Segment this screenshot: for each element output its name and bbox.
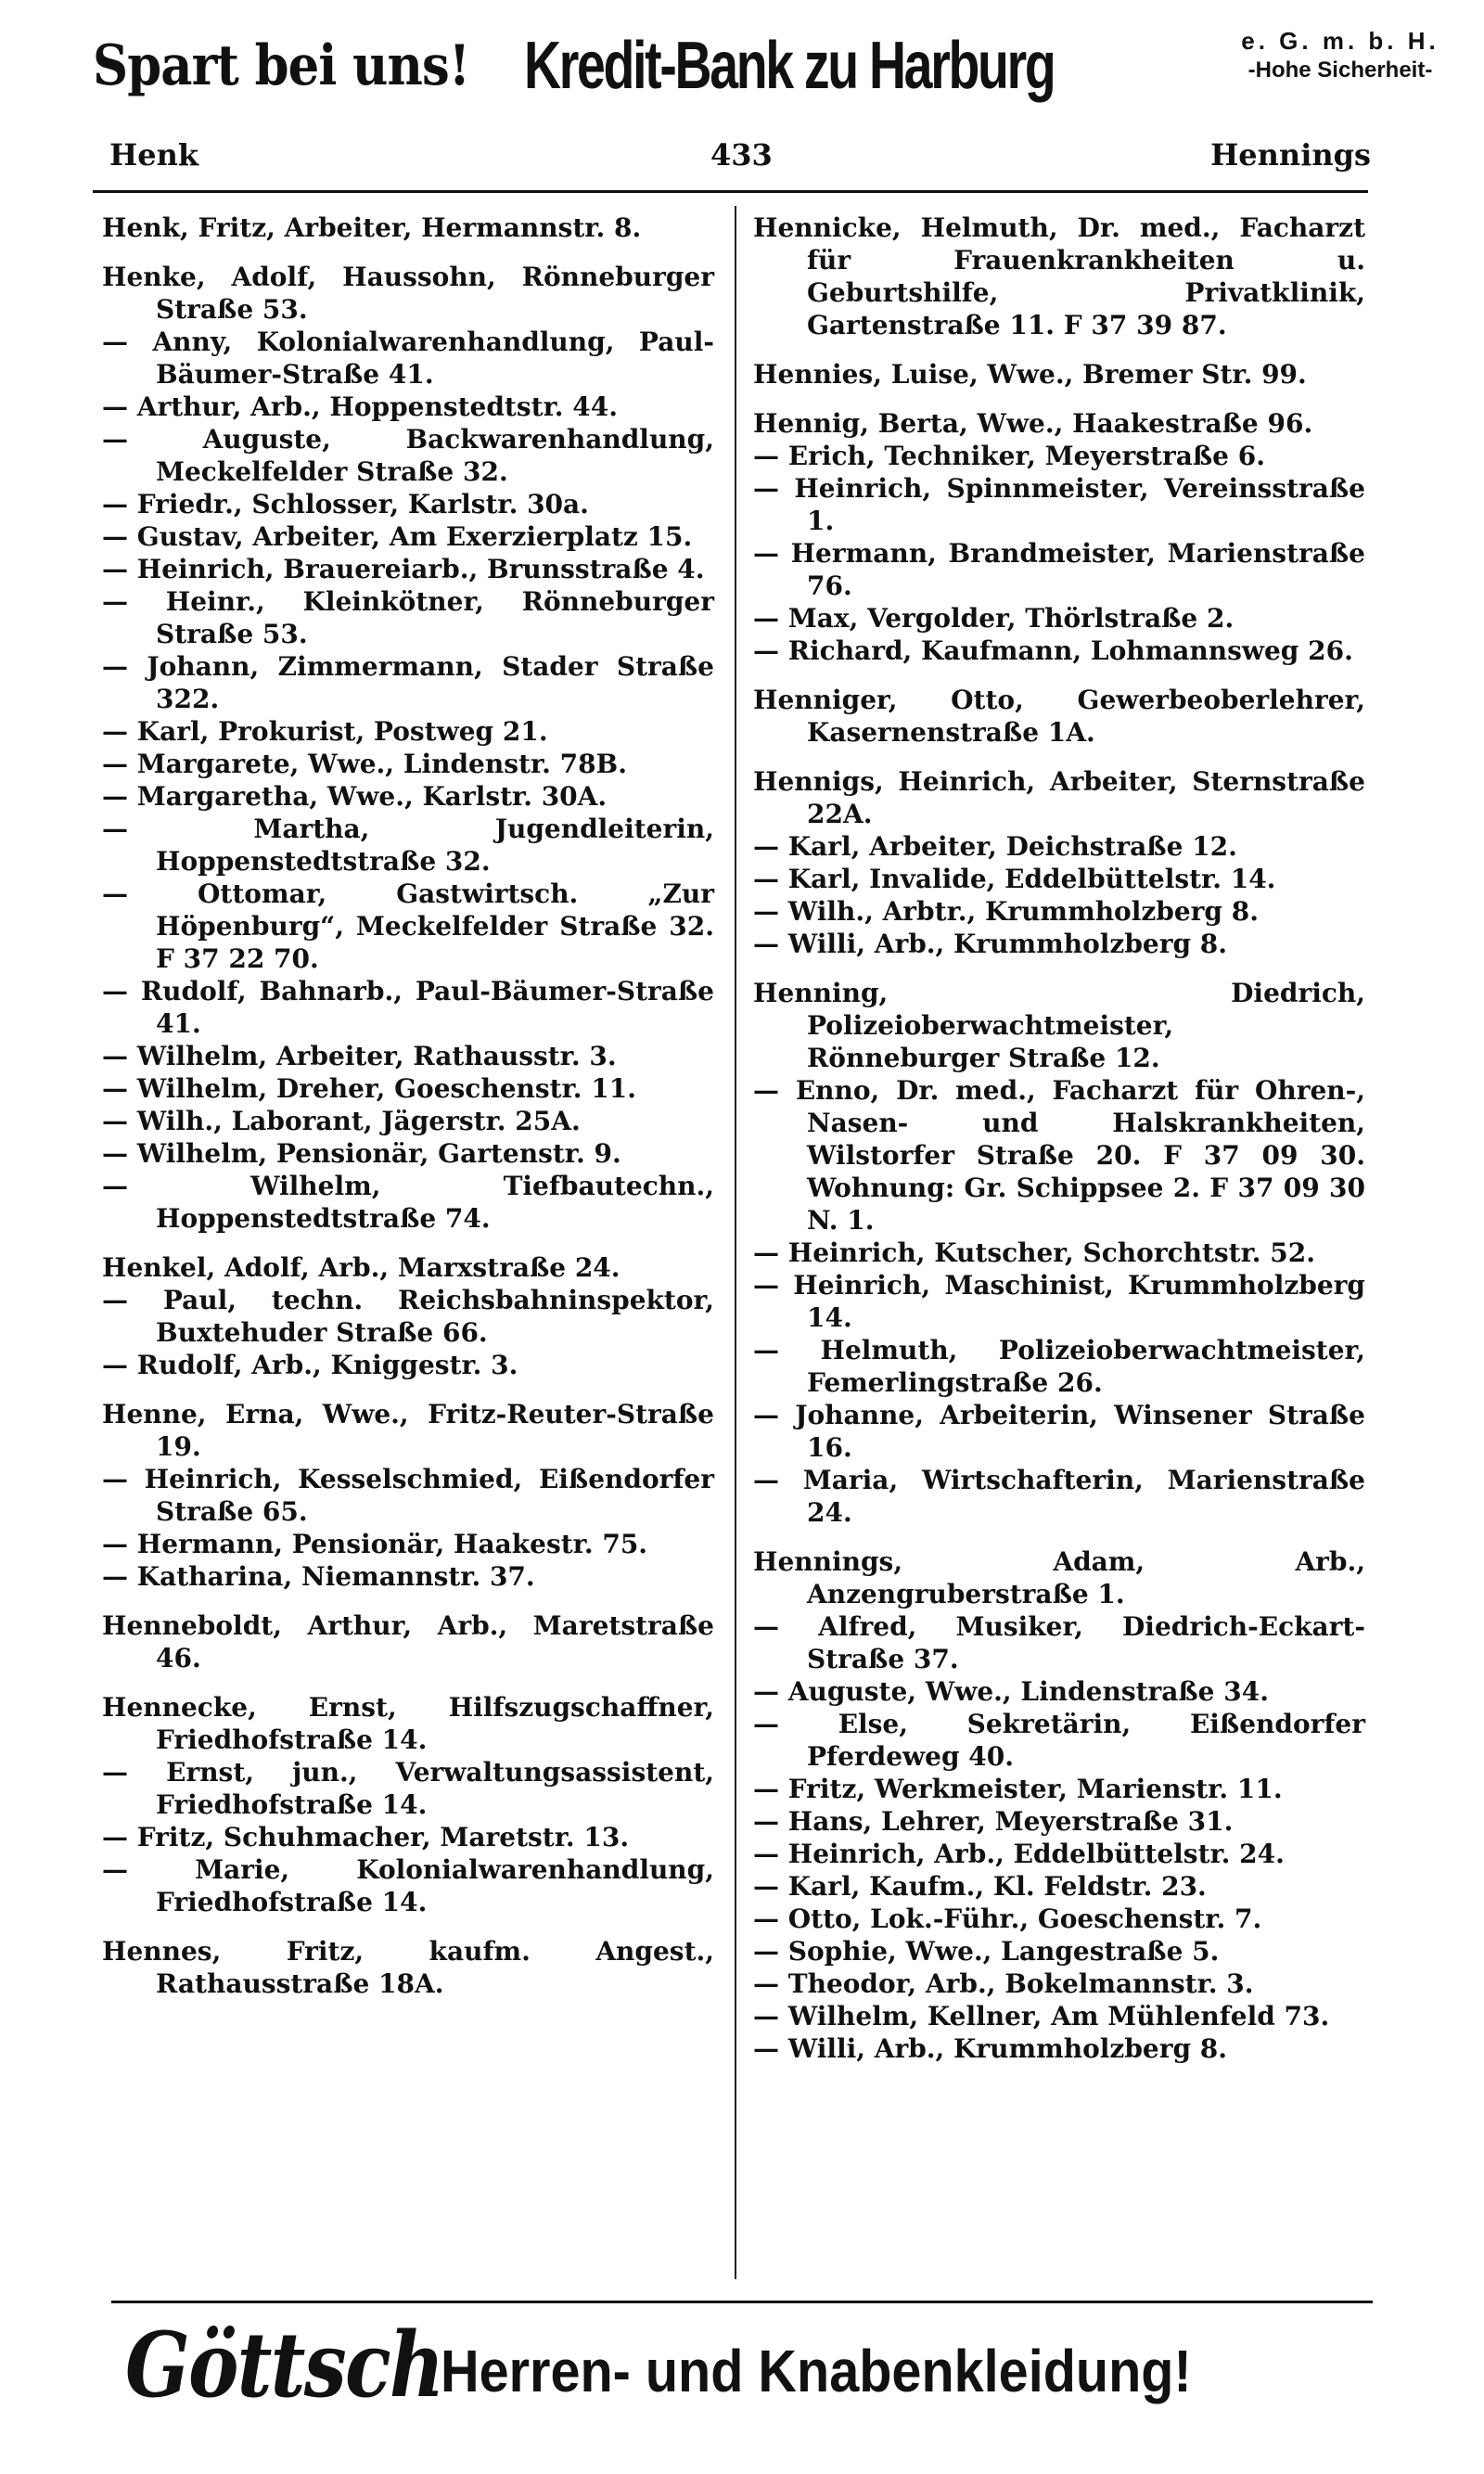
bottom-advertisement	[111, 2301, 1373, 2424]
directory-entry: — Wilh., Arbtr., Krummholzberg 8.	[753, 896, 1259, 927]
directory-entry: — Hermann, Pensionär, Haakestr. 75.	[102, 1529, 648, 1559]
directory-entry: — Willi, Arb., Krummholzberg 8.	[753, 929, 1228, 959]
directory-entry: Hennicke, Helmuth, Dr. med., Facharzt für Frauenkrankheiten u. Geburtshilfe, Privatklinik, Gartenstraße 11. F 37 39 87.	[753, 212, 1365, 340]
directory-entry: — Ottomar, Gastwirtsch. „Zur Höpenburg“, Meckelfelder Straße 32. F 37 22 70.	[102, 878, 714, 974]
directory-entry: — Karl, Invalide, Eddelbüttelstr. 14.	[753, 864, 1276, 894]
directory-entry: Henning, Diedrich, Polizeioberwachtmeister, Rönneburger Straße 12.	[753, 978, 1365, 1073]
directory-entry: — Margarete, Wwe., Lindenstr. 78B.	[102, 749, 627, 779]
page-number: 433	[710, 137, 773, 173]
directory-entry: — Theodor, Arb., Bokelmannstr. 3.	[753, 1968, 1254, 1999]
directory-entry: — Marie, Kolonialwarenhandlung, Friedhofstraße 14.	[102, 1854, 714, 1917]
directory-entry: Henniger, Otto, Gewerbeoberlehrer, Kasernenstraße 1A.	[753, 685, 1365, 748]
directory-entry: — Rudolf, Arb., Kniggestr. 3.	[102, 1350, 518, 1380]
directory-entry: Hennes, Fritz, kaufm. Angest., Rathausstraße 18A.	[102, 1936, 714, 1999]
directory-entry: — Erich, Techniker, Meyerstraße 6.	[753, 441, 1265, 471]
directory-entry: — Helmuth, Polizeioberwachtmeister, Femerlingstraße 26.	[753, 1335, 1365, 1398]
ad-bank-name: Kredit-Bank zu Harburg	[524, 29, 1055, 103]
directory-entry: Hennecke, Ernst, Hilfszugschaffner, Friedhofstraße 14.	[102, 1692, 714, 1755]
directory-entry: Henne, Erna, Wwe., Fritz-Reuter-Straße 19.	[102, 1399, 714, 1462]
ad-tagline: -Hohe Sicherheit-	[1247, 57, 1433, 83]
directory-entry: — Otto, Lok.-Führ., Goeschenstr. 7.	[753, 1904, 1262, 1934]
directory-entry: Henkel, Adolf, Arb., Marxstraße 24.	[102, 1252, 620, 1283]
directory-entry: — Heinrich, Maschinist, Krummholzberg 14.	[753, 1270, 1365, 1333]
directory-entry: — Karl, Prokurist, Postweg 21.	[102, 716, 548, 747]
directory-entry: — Johann, Zimmermann, Stader Straße 322.	[102, 651, 714, 714]
directory-entry: Henke, Adolf, Haussohn, Rönneburger Straße 53.	[102, 262, 714, 325]
directory-entry: — Max, Vergolder, Thörlstraße 2.	[753, 603, 1235, 634]
directory-entry: — Johanne, Arbeiterin, Winsener Straße 16.	[753, 1400, 1365, 1463]
ad-brand-logo: Göttsch	[125, 2313, 443, 2417]
directory-entry: — Auguste, Backwarenhandlung, Meckelfelder Straße 32.	[102, 424, 714, 487]
directory-entry: — Sophie, Wwe., Langestraße 5.	[753, 1936, 1220, 1967]
directory-entry: — Hermann, Brandmeister, Marienstraße 76.	[753, 538, 1365, 601]
page-header	[109, 137, 1371, 184]
directory-entry: — Maria, Wirtschafterin, Marienstraße 24.	[753, 1465, 1365, 1528]
directory-entry: — Heinrich, Arb., Eddelbüttelstr. 24.	[753, 1839, 1285, 1869]
directory-entry: — Arthur, Arb., Hoppenstedtstr. 44.	[102, 391, 618, 422]
directory-entry: — Hans, Lehrer, Meyerstraße 31.	[753, 1806, 1234, 1837]
directory-entry: — Enno, Dr. med., Facharzt für Ohren-, Nasen- und Halskrankheiten, Wilstorfer Straße 20. F 37 09 30. Wohnung: Gr. Schippsee 2. F 37 09 30 N. 1.	[753, 1075, 1365, 1236]
directory-entry: — Richard, Kaufmann, Lohmannsweg 26.	[753, 635, 1353, 666]
directory-entry: — Wilhelm, Tiefbautechn., Hoppenstedtstraße 74.	[102, 1171, 714, 1234]
directory-entry: — Wilhelm, Arbeiter, Rathausstr. 3.	[102, 1041, 617, 1071]
directory-entry: — Ernst, jun., Verwaltungsassistent, Friedhofstraße 14.	[102, 1757, 714, 1820]
directory-entry: — Paul, techn. Reichsbahninspektor, Buxtehuder Straße 66.	[102, 1285, 714, 1348]
directory-entry: — Friedr., Schlosser, Karlstr. 30a.	[102, 489, 589, 519]
ad-slogan: Spart bei uns!	[93, 33, 470, 98]
directory-entry: — Anny, Kolonialwarenhandlung, Paul-Bäumer-Straße 41.	[102, 327, 714, 390]
header-rule	[93, 190, 1368, 193]
directory-entry: Hennigs, Heinrich, Arbeiter, Sternstraße 22A.	[753, 766, 1365, 829]
directory-entry: — Karl, Arbeiter, Deichstraße 12.	[753, 831, 1237, 862]
directory-entry: — Else, Sekretärin, Eißendorfer Pferdeweg 40.	[753, 1709, 1365, 1772]
directory-entry: — Fritz, Werkmeister, Marienstr. 11.	[753, 1774, 1283, 1804]
header-first-name: Henk	[109, 137, 199, 173]
directory-entry: Henk, Fritz, Arbeiter, Hermannstr. 8.	[102, 212, 642, 243]
ad-clothing-slogan: Herren- und Knabenkleidung!	[441, 2338, 1192, 2404]
directory-entry: — Auguste, Wwe., Lindenstraße 34.	[753, 1676, 1269, 1707]
directory-entry: Hennings, Adam, Arb., Anzengruberstraße 1.	[753, 1546, 1365, 1609]
directory-entry: Henneboldt, Arthur, Arb., Maretstraße 46.	[102, 1610, 714, 1673]
directory-entry: — Willi, Arb., Krummholzberg 8.	[753, 2033, 1228, 2064]
directory-entry: — Alfred, Musiker, Diedrich-Eckart-Straße 37.	[753, 1611, 1365, 1674]
right-column	[753, 212, 1365, 2065]
ad-legal-form: e. G. m. b. H.	[1241, 27, 1439, 55]
directory-entry: — Gustav, Arbeiter, Am Exerzierplatz 15.	[102, 521, 693, 552]
directory-entry: — Heinrich, Brauereiarb., Brunsstraße 4.	[102, 554, 705, 584]
directory-entry: — Rudolf, Bahnarb., Paul-Bäumer-Straße 41.	[102, 976, 714, 1039]
directory-entry: — Wilhelm, Kellner, Am Mühlenfeld 73.	[753, 2001, 1330, 2032]
directory-entry: — Katharina, Niemannstr. 37.	[102, 1561, 535, 1592]
left-column	[102, 212, 714, 2000]
directory-entry: — Heinrich, Kutscher, Schorchtstr. 52.	[753, 1237, 1315, 1268]
directory-entry: — Heinr., Kleinkötner, Rönneburger Straße 53.	[102, 586, 714, 649]
directory-entry: — Heinrich, Kesselschmied, Eißendorfer Straße 65.	[102, 1464, 714, 1527]
directory-entry: — Wilhelm, Pensionär, Gartenstr. 9.	[102, 1138, 621, 1169]
top-advertisement	[93, 20, 1439, 111]
directory-entry: — Wilhelm, Dreher, Goeschenstr. 11.	[102, 1073, 636, 1104]
directory-entry: — Martha, Jugendleiterin, Hoppenstedtstraße 32.	[102, 814, 714, 877]
ad-bank-details	[1220, 26, 1461, 84]
directory-entry: — Fritz, Schuhmacher, Maretstr. 13.	[102, 1822, 630, 1852]
directory-entry: Hennies, Luise, Wwe., Bremer Str. 99.	[753, 359, 1307, 390]
column-divider	[735, 206, 736, 2279]
directory-entry: — Karl, Kaufm., Kl. Feldstr. 23.	[753, 1871, 1207, 1902]
directory-entry: — Margaretha, Wwe., Karlstr. 30A.	[102, 781, 608, 812]
directory-entry: Hennig, Berta, Wwe., Haakestraße 96.	[753, 408, 1313, 439]
header-last-name: Hennings	[1210, 137, 1371, 173]
directory-entry: — Heinrich, Spinnmeister, Vereinsstraße 1.	[753, 473, 1365, 536]
directory-entry: — Wilh., Laborant, Jägerstr. 25A.	[102, 1106, 581, 1136]
